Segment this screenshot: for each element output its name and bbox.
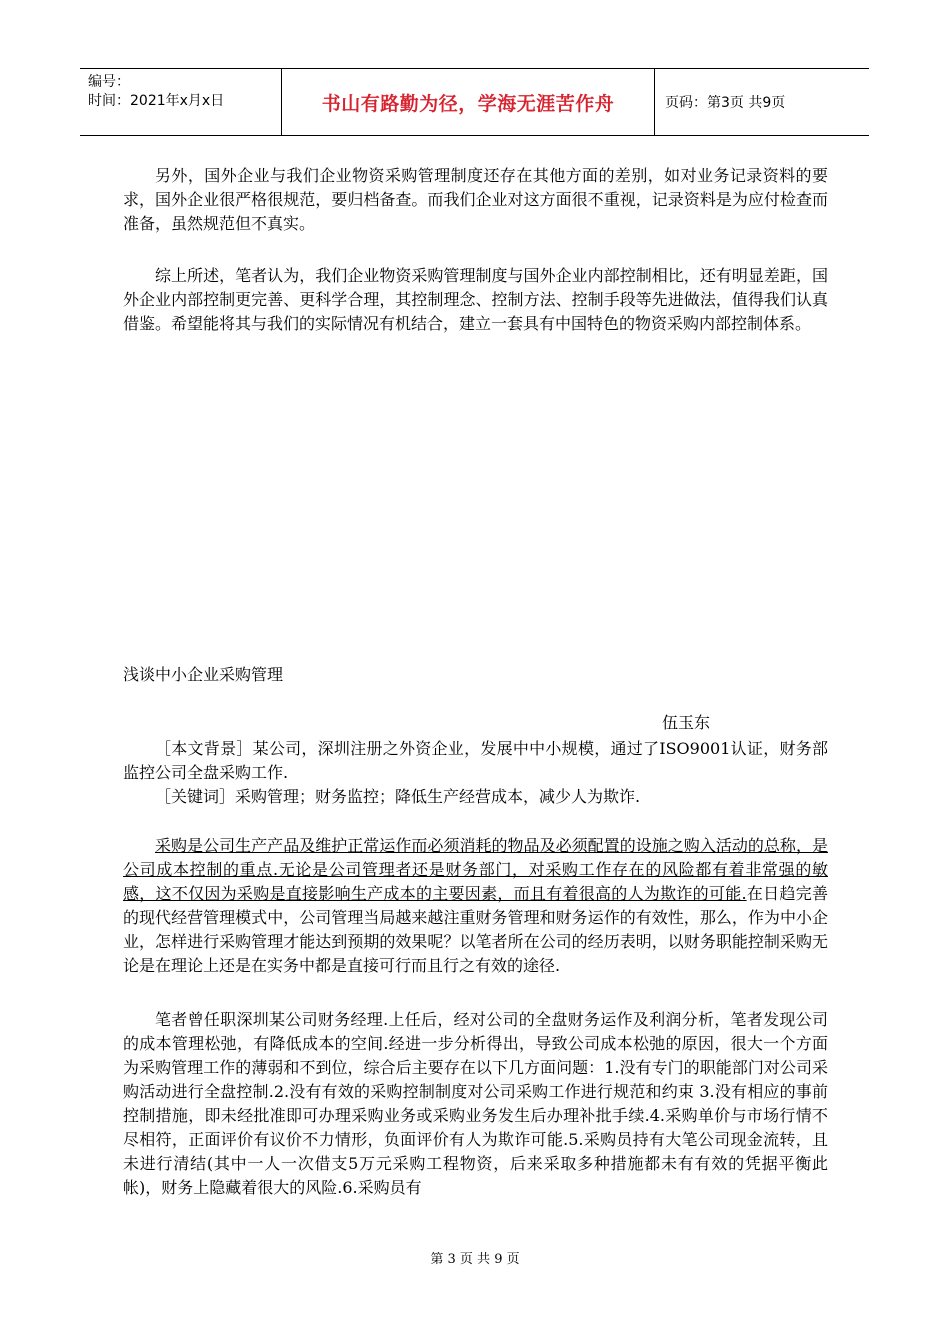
document-time-label: 时间：2021年x月x日 xyxy=(88,93,225,109)
paragraph-differences: 另外，国外企业与我们企业物资采购管理制度还存在其他方面的差别，如对业务记录资料的要求，国外企业很严格很规范，要归档备查。而我们企业对这方面很不重视，记录资料是为应付检查而准备，虽然规范但不真实。 xyxy=(123,166,828,233)
intro-underlined-text: 采购是公司生产产品及维护正常运作而必须消耗的物品及必须配置的设施之购入活动的总称，是公司成本控制的重点.无论是公司管理者还是财务部门，对采购工作存在的风险都有着非常强的敏感，这不仅因为采购是直接影响生产成本的主要因素，而且有着很高的人为欺诈的可能. xyxy=(123,836,828,903)
page-header xyxy=(80,68,869,136)
document-number-label: 编号： xyxy=(88,74,130,90)
article-intro-paragraph xyxy=(123,834,828,978)
header-motto: 书山有路勤为径，学海无涯苦作舟 xyxy=(282,69,655,135)
article-experience-paragraph: 笔者曾任职深圳某公司财务经理.上任后，经对公司的全盘财务运作及利润分析，笔者发现公司的成本管理松弛，有降低成本的空间.经进一步分析得出，导致公司成本松弛的原因，很大一个方面为采购管理工作的薄弱和不到位，综合后主要存在以下几方面问题：1.没有专门的职能部门对公司采购活动进行全盘控制.2.没有有效的采购控制制度对公司采购工作进行规范和约束 3.没有相应的事前控制措施，即未经批准即可办理采购业务或采购业务发生后办理补批手续.4.采购单价与市场行情不尽相符，正面评价有议价不力情形，负面评价有人为欺诈可能.5.采购员持有大笔公司现金流转，且未进行清结(其中一人一次借支5万元采购工程物资，后来采取多种措施都未有有效的凭据平衡此帐)，财务上隐藏着很大的风险.6.采购员有 xyxy=(123,1010,828,1197)
paragraph-summary: 综上所述，笔者认为，我们企业物资采购管理制度与国外企业内部控制相比，还有明显差距，国外企业内部控制更完善、更科学合理，其控制理念、控制方法、控制手段等先进做法，值得我们认真借鉴。希望能将其与我们的实际情况有机结合，建立一套具有中国特色的物资采购内部控制体系。 xyxy=(123,266,828,333)
header-meta xyxy=(80,69,282,135)
page-footer: 第 3 页 共 9 页 xyxy=(430,1252,520,1267)
header-page-code: 页码：第3页 共9页 xyxy=(665,95,786,111)
intro-rest-text: 在日趋完善的现代经营管理模式中，公司管理当局越来越注重财务管理和财务运作的有效性，那么，作为中小企业，怎样进行采购管理才能达到预期的效果呢？以笔者所在公司的经历表明，以财务职能控制采购无论是在理论上还是在实务中都是直接可行而且行之有效的途径. xyxy=(123,884,828,975)
article-title: 浅谈中小企业采购管理 xyxy=(123,665,284,684)
article-background: ［本文背景］某公司，深圳注册之外资企业，发展中中小规模，通过了ISO9001认证，财务部监控公司全盘采购工作. xyxy=(123,739,828,782)
article-keywords: ［关键词］采购管理；财务监控；降低生产经营成本，减少人为欺诈. xyxy=(155,787,641,806)
article-author: 伍玉东 xyxy=(662,713,711,732)
